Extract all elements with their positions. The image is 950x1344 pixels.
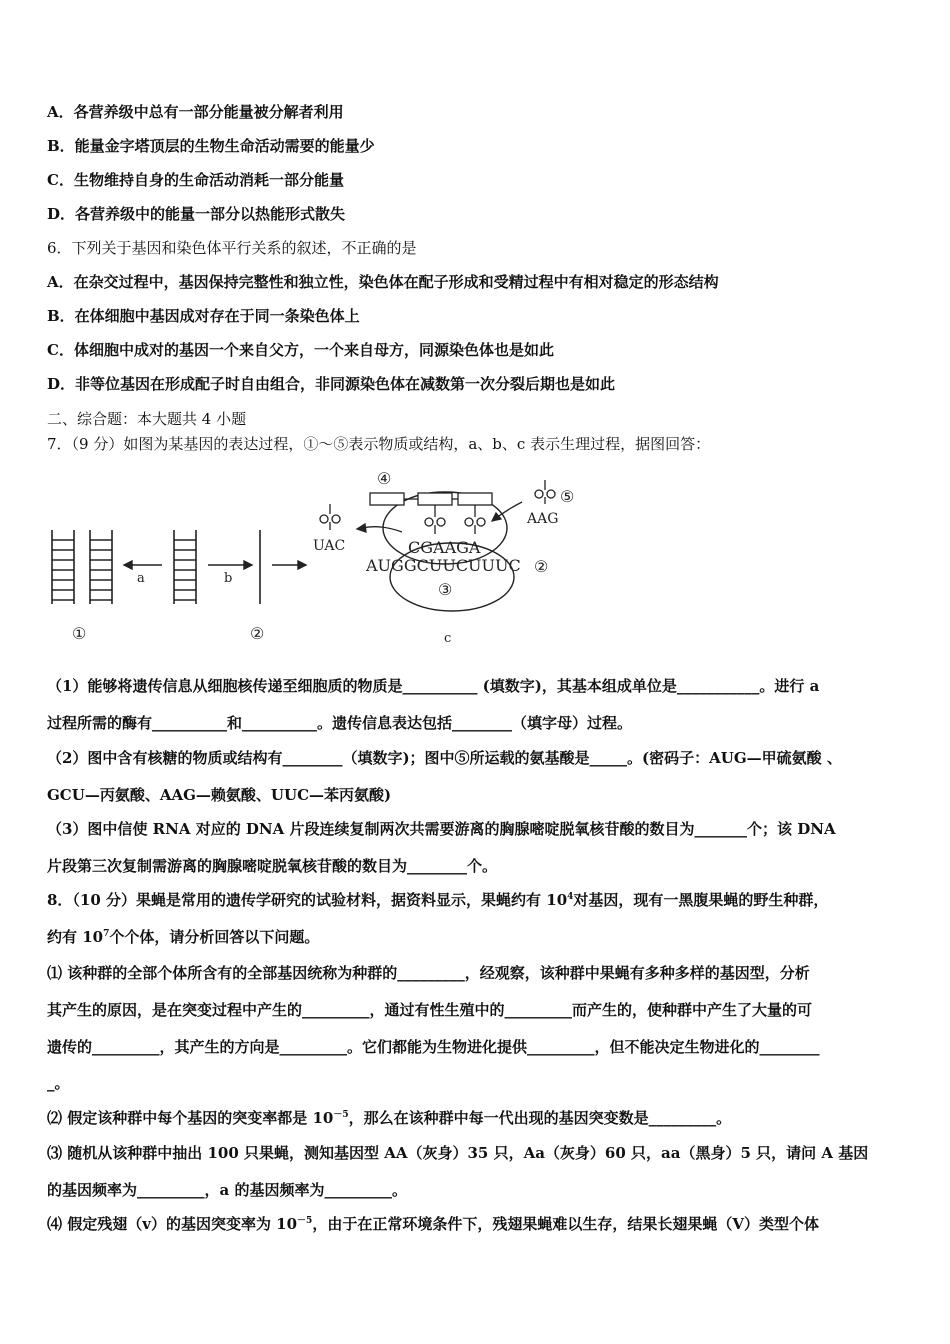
q8-sub1-line2: 其产生的原因，是在突变过程中产生的_________，通过有性生殖中的_________而产生的，使种群中产生了大量的可 — [47, 1001, 813, 1019]
q8-sub1-line3: 遗传的_________，其产生的方向是_________。它们都能为生物进化提供_________，但不能决定生物进化的________ — [47, 1038, 820, 1056]
q8-sub1-line1: ⑴ 该种群的全部个体所含有的全部基因统称为种群的_________，经观察，该种群中果蝇有多种多样的基因型，分析 — [47, 964, 810, 982]
trna-departing — [320, 504, 340, 530]
label-2-mrna: ② — [534, 557, 549, 576]
trna-in-ribosome — [425, 505, 485, 534]
q5-option-b: B．能量金字塔顶层的生物生命活动需要的能量少 — [47, 137, 375, 155]
gene-expression-diagram — [40, 462, 600, 647]
label-a: a — [137, 571, 145, 586]
q6-option-a: A．在杂交过程中，基因保持完整性和独立性，染色体在配子形成和受精过程中有相对稳定的形态结构 — [47, 273, 719, 291]
q8-sub4: ⑷ 假定残翅（v）的基因突变率为 $10^{-5}$，由于在正常环境条件下，残翅果蝇难以生存，结果长翅果蝇（V）类型个体 — [47, 1215, 819, 1233]
dna-double-helix — [52, 530, 112, 604]
label-2: ② — [250, 624, 265, 643]
label-3: ③ — [438, 580, 453, 599]
codon-uac: UAC — [313, 538, 346, 554]
q7-part2-line2: GCU—丙氨酸、AAG—赖氨酸、UUC—苯丙氨酸) — [47, 786, 392, 804]
mrna-sequence: AUGGCUUCUUUC — [366, 556, 521, 575]
q5-option-c: C．生物维持自身的生命活动消耗一部分能量 — [47, 171, 344, 189]
q8-sub2: ⑵ 假定该种群中每个基因的突变率都是 $10^{-5}$，那么在该种群中每一代出现的基因突变数是_________。 — [47, 1109, 732, 1127]
q8-sub3-line2: 的基因频率为_________，a 的基因频率为_________。 — [47, 1181, 407, 1199]
label-5: ⑤ — [560, 487, 575, 506]
arrow-trna-enter — [492, 502, 522, 521]
q8-sub1-line4: _。 — [47, 1074, 70, 1092]
label-4: ④ — [377, 469, 392, 488]
dna-template — [174, 530, 196, 604]
q7-stem: 7．（9 分）如图为某基因的表达过程，①～⑤表示物质或结构，a、b、c 表示生理过程，据图回答： — [47, 435, 711, 453]
arrow-to-ribosome — [272, 561, 306, 569]
q8-sub3-line1: ⑶ 随机从该种群中抽出 100 只果蝇，测知基因型 AA（灰身）35 只，Aa（灰身）60 只，aa（黑身）5 只，请问 A 基因 — [47, 1144, 869, 1162]
q6-option-b: B．在体细胞中基因成对存在于同一条染色体上 — [47, 307, 360, 325]
q7-part3-line2: 片段第三次复制需游离的胸腺嘧啶脱氧核苷酸的数目为________个。 — [47, 857, 498, 875]
label-1: ① — [72, 624, 87, 643]
trna-incoming — [535, 480, 555, 504]
arrow-a — [124, 561, 162, 569]
label-b: b — [224, 571, 233, 586]
codon-aag: AAG — [527, 511, 559, 527]
q6-stem: 6．下列关于基因和染色体平行关系的叙述，不正确的是 — [47, 239, 417, 257]
anticodon-sequence: CGAAGA — [408, 538, 481, 557]
label-c: c — [444, 631, 452, 646]
q5-option-d: D．各营养级中的能量一部分以热能形式散失 — [47, 205, 346, 223]
q7-part1-line1: （1）能够将遗传信息从细胞核传递至细胞质的物质是__________ (填数字)，其基本组成单位是___________。进行 a — [47, 677, 820, 695]
q7-part1-line2: 过程所需的酶有__________和__________。遗传信息表达包括________（填字母）过程。 — [47, 714, 633, 732]
q8-stem-line2: 约有 $10^7$个个体，请分析回答以下问题。 — [47, 928, 320, 946]
arrow-trna-exit — [357, 524, 402, 532]
q6-option-d: D．非等位基因在形成配子时自由组合，非同源染色体在减数第一次分裂后期也是如此 — [47, 375, 616, 393]
q8-stem: 8．（10 分）果蝇是常用的遗传学研究的试验材料，据资料显示，果蝇约有 $10^4$对基因，现有一黑腹果蝇的野生种群， — [47, 891, 829, 909]
section-heading: 二、综合题：本大题共 4 小题 — [47, 410, 247, 428]
arrow-b — [208, 561, 252, 569]
q6-option-c: C．体细胞中成对的基因一个来自父方，一个来自母方，同源染色体也是如此 — [47, 341, 554, 359]
q7-part2-line1: （2）图中含有核糖的物质或结构有________（填数字)；图中⑤所运载的氨基酸是_____。(密码子：AUG—甲硫氨酸 、 — [47, 749, 842, 767]
q5-option-a: A．各营养级中总有一部分能量被分解者利用 — [47, 103, 344, 121]
polypeptide-chain — [370, 493, 492, 505]
q7-part3-line1: （3）图中信使 RNA 对应的 DNA 片段连续复制两次共需要游离的胸腺嘧啶脱氧核苷酸的数目为_______个；该 DNA — [47, 820, 836, 838]
